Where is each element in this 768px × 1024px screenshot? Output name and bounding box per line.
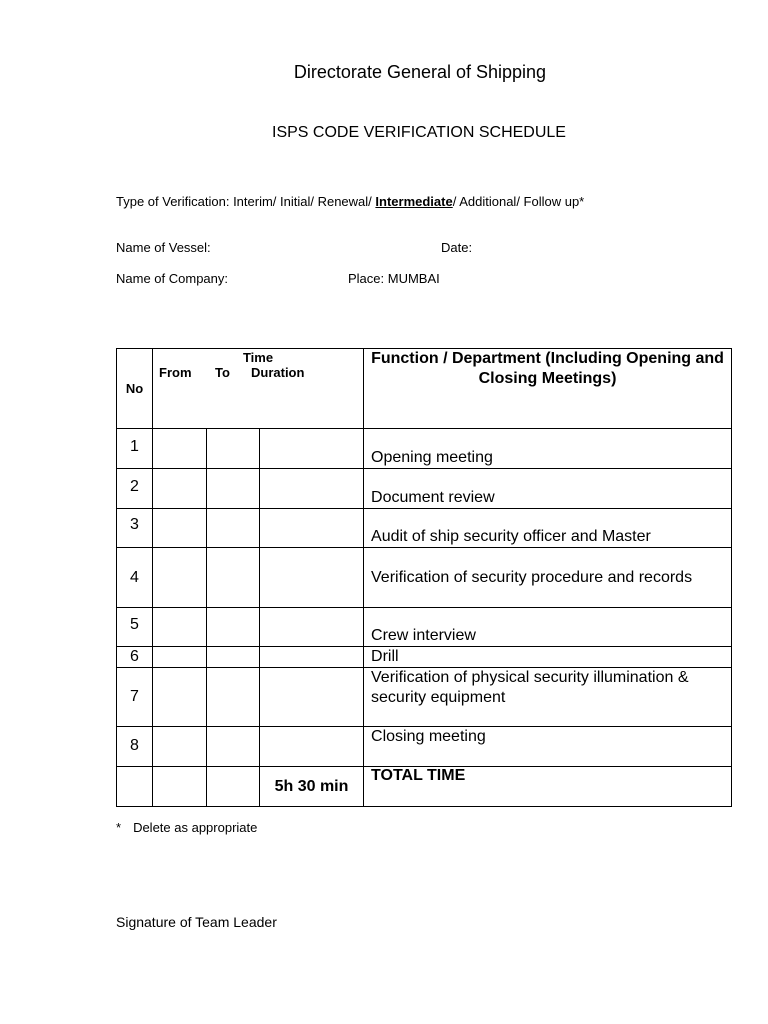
header-time: Time: [242, 350, 274, 365]
duration-cell: [260, 647, 364, 668]
header-to: To: [215, 365, 230, 380]
total-duration: 5h 30 min: [260, 767, 364, 807]
table-total-row: [117, 767, 732, 807]
from-cell: [153, 647, 207, 668]
row-number: 4: [117, 548, 153, 608]
function-cell: Drill: [364, 647, 732, 668]
from-cell: [153, 429, 207, 469]
table-row: [117, 548, 732, 608]
signature-label: Signature of Team Leader: [116, 914, 277, 930]
total-from-cell: [153, 767, 207, 807]
header-no: No: [117, 349, 153, 429]
row-number: 6: [117, 647, 153, 668]
vessel-name-label: Name of Vessel:: [116, 240, 211, 255]
function-cell: Closing meeting: [364, 727, 732, 767]
duration-cell: [260, 727, 364, 767]
document-title: ISPS CODE VERIFICATION SCHEDULE: [272, 124, 566, 141]
to-cell: [207, 727, 260, 767]
verification-type-suffix: / Additional/ Follow up*: [452, 194, 585, 209]
from-cell: [153, 509, 207, 548]
header-time-group: [153, 349, 364, 429]
to-cell: [207, 469, 260, 509]
organization-title: Directorate General of Shipping: [293, 62, 547, 82]
table-row: [117, 727, 732, 767]
from-cell: [153, 469, 207, 509]
row-number: 5: [117, 608, 153, 647]
total-time-label: TOTAL TIME: [364, 767, 732, 807]
footnote-text: Delete as appropriate: [133, 820, 258, 835]
to-cell: [207, 608, 260, 647]
table-row: [117, 668, 732, 727]
function-cell: Audit of ship security officer and Master: [364, 509, 732, 548]
duration-cell: [260, 608, 364, 647]
place-label: Place: MUMBAI: [348, 271, 440, 286]
duration-cell: [260, 429, 364, 469]
table-row: [117, 469, 732, 509]
table-row: [117, 608, 732, 647]
function-cell: Crew interview: [364, 608, 732, 647]
to-cell: [207, 548, 260, 608]
total-no-cell: [117, 767, 153, 807]
row-number: 3: [117, 509, 153, 548]
header-from: From: [159, 365, 192, 380]
function-cell: Document review: [364, 469, 732, 509]
date-label: Date:: [441, 240, 473, 255]
duration-cell: [260, 668, 364, 727]
to-cell: [207, 647, 260, 668]
to-cell: [207, 429, 260, 469]
row-number: 1: [117, 429, 153, 469]
from-cell: [153, 608, 207, 647]
header-duration: Duration: [251, 365, 305, 380]
table-row: [117, 647, 732, 668]
total-to-cell: [207, 767, 260, 807]
from-cell: [153, 727, 207, 767]
duration-cell: [260, 548, 364, 608]
to-cell: [207, 668, 260, 727]
verification-schedule-table: [116, 348, 732, 807]
duration-cell: [260, 509, 364, 548]
function-cell: Opening meeting: [364, 429, 732, 469]
table-row: [117, 509, 732, 548]
to-cell: [207, 509, 260, 548]
from-cell: [153, 548, 207, 608]
company-name-label: Name of Company:: [116, 271, 228, 286]
table-row: [117, 429, 732, 469]
row-number: 8: [117, 727, 153, 767]
footnote-marker: *: [116, 820, 122, 835]
row-number: 2: [117, 469, 153, 509]
from-cell: [153, 668, 207, 727]
function-cell: Verification of security procedure and records: [364, 548, 732, 608]
function-cell: Verification of physical security illumination & security equipment: [364, 668, 732, 727]
verification-type-selected: Intermediate: [375, 194, 453, 209]
row-number: 7: [117, 668, 153, 727]
verification-type-prefix: Type of Verification: Interim/ Initial/ Renewal/: [116, 194, 376, 209]
verification-type-line: [116, 194, 584, 209]
duration-cell: [260, 469, 364, 509]
footnote: [116, 820, 257, 835]
table-header-row: [117, 349, 732, 429]
header-function-department: Function / Department (Including Opening and Closing Meetings): [364, 349, 732, 429]
